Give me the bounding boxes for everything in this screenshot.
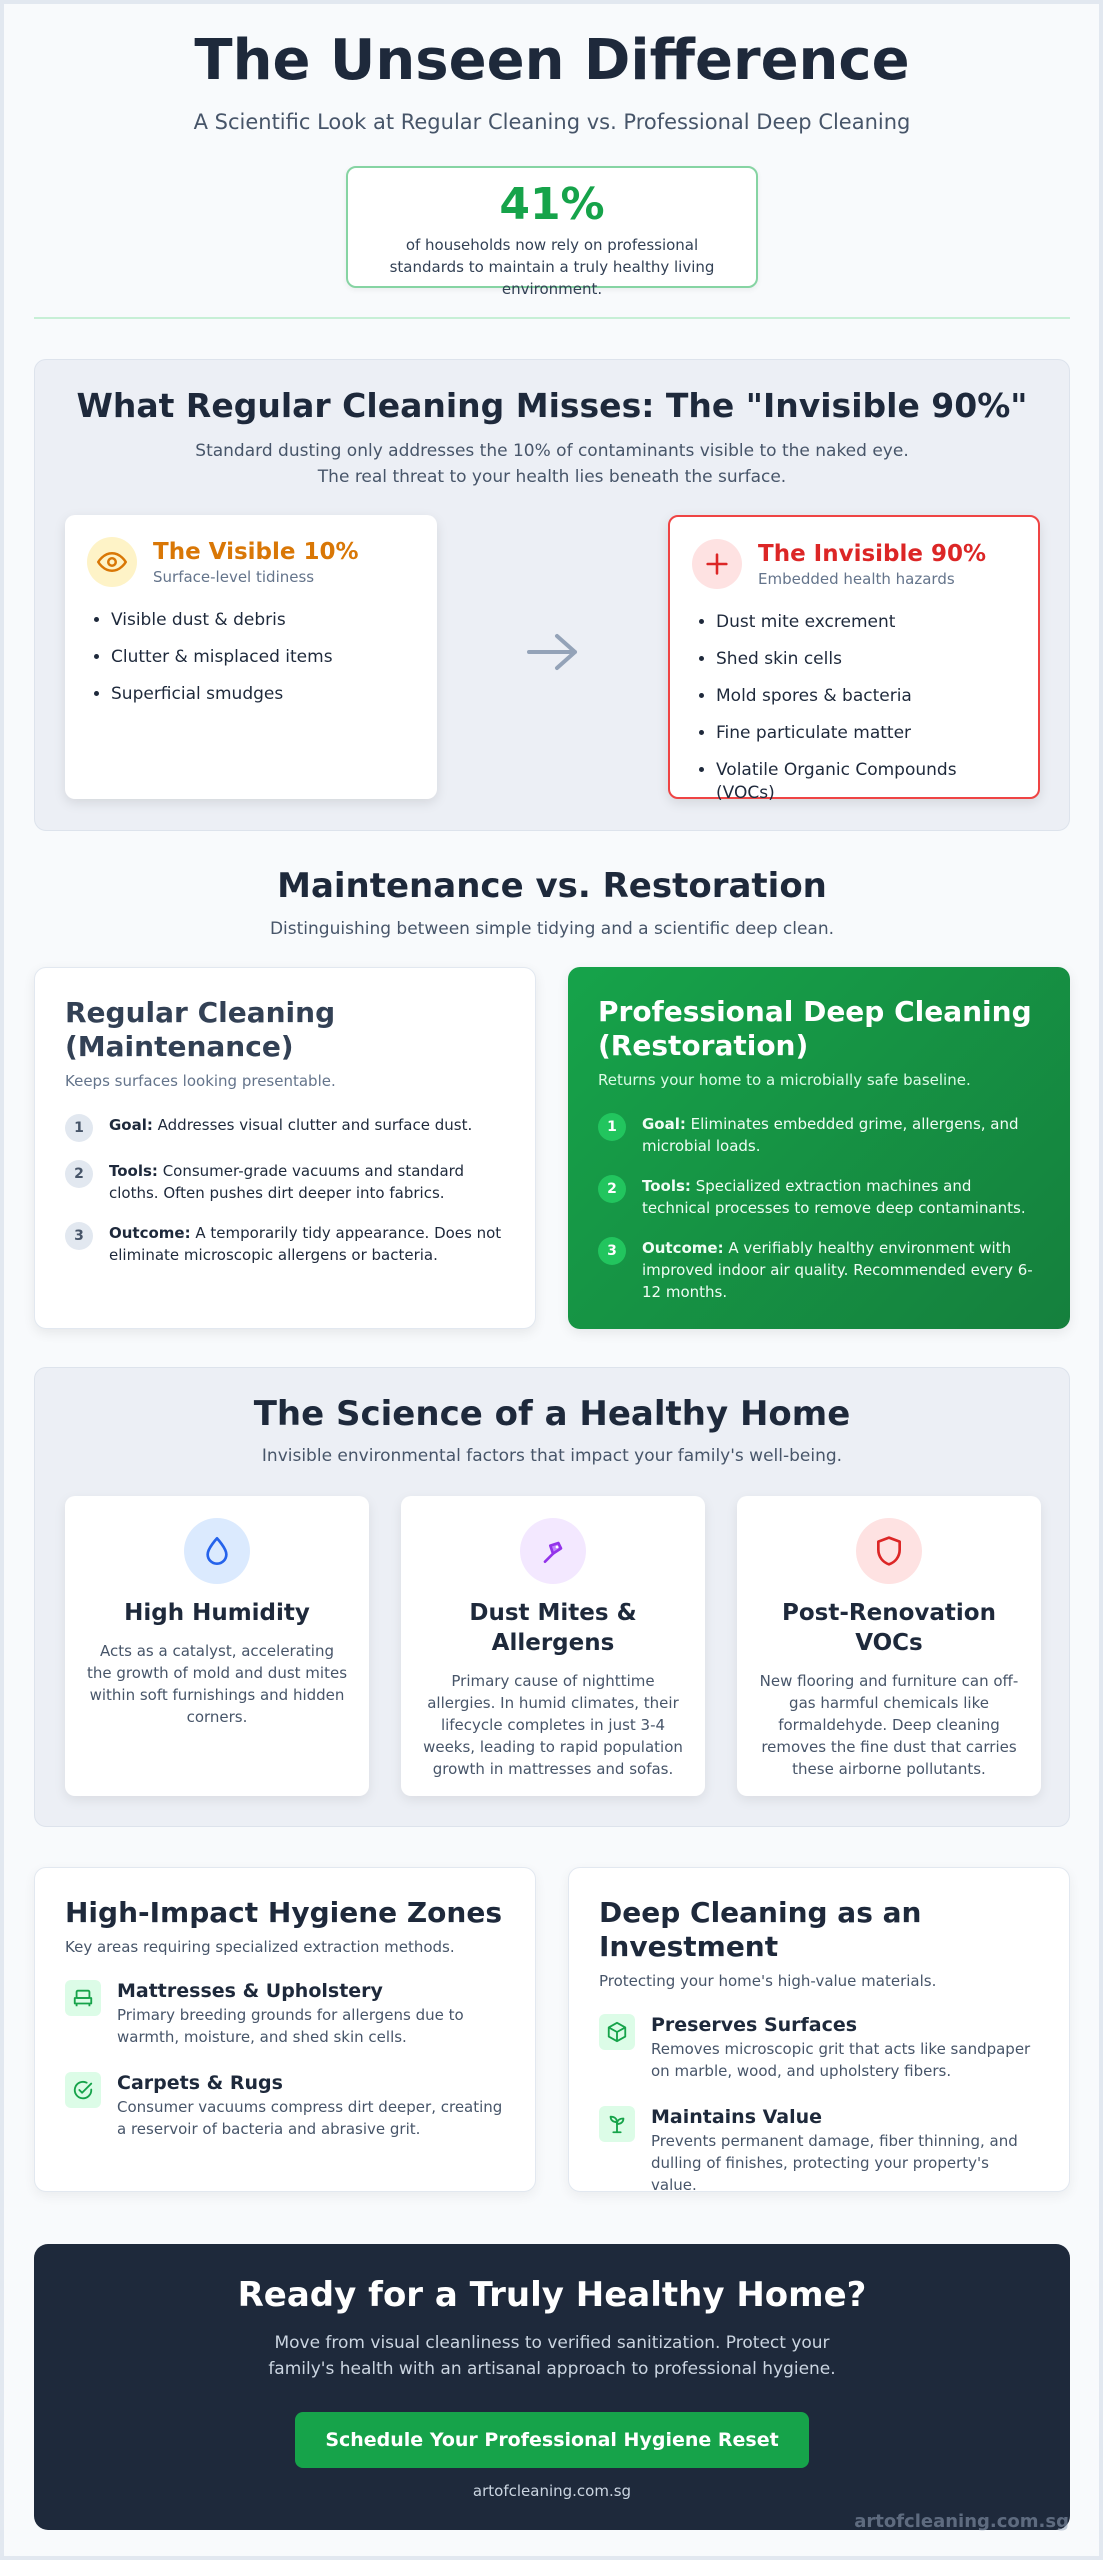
cube-icon bbox=[599, 2014, 635, 2050]
stat-box bbox=[346, 166, 758, 298]
investment-card bbox=[568, 1867, 1070, 2192]
invisible-card bbox=[668, 515, 1040, 803]
science-card-text: New flooring and furniture can off-gas harmful chemicals like formaldehyde. Deep cleaning removes the fine dust that carries these airborne pollutants. bbox=[759, 1672, 1019, 1778]
investment-item-title: Maintains Value bbox=[651, 2106, 823, 2128]
pro-title-line2: (Restoration) bbox=[598, 1029, 809, 1062]
step-label: Tools: bbox=[109, 1162, 158, 1180]
zone-item-title: Carpets & Rugs bbox=[117, 2072, 283, 2094]
science-card-dust-mites bbox=[401, 1496, 705, 1796]
invisible-title: What Regular Cleaning Misses: The "Invisible 90%" bbox=[76, 386, 1028, 425]
science-card-vocs bbox=[737, 1496, 1041, 1796]
step-number: 1 bbox=[598, 1113, 626, 1141]
step-number: 3 bbox=[598, 1237, 626, 1265]
step-item bbox=[65, 1222, 505, 1266]
invisible-card-subtitle: Embedded health hazards bbox=[758, 570, 955, 588]
bug-spray-icon bbox=[520, 1518, 586, 1584]
visible-card-title: The Visible 10% bbox=[153, 539, 359, 565]
invisible-list bbox=[692, 611, 1016, 805]
check-circle-icon bbox=[65, 2072, 101, 2108]
list-item: • Fine particulate matter bbox=[716, 722, 1016, 745]
science-card-text: Acts as a catalyst, accelerating the growth of mold and dust mites within soft furnishings and hidden corners. bbox=[87, 1642, 348, 1726]
step-item bbox=[598, 1237, 1040, 1303]
regular-title-line2: (Maintenance) bbox=[65, 1030, 294, 1063]
list-item: • Dust mite excrement bbox=[716, 611, 1016, 634]
step-text: Specialized extraction machines and technical processes to remove deep contaminants. bbox=[642, 1177, 1026, 1217]
cta-section bbox=[34, 2244, 1070, 2530]
zones-subtitle: Key areas requiring specialized extraction methods. bbox=[65, 1938, 455, 1956]
regular-card-title bbox=[65, 996, 505, 1064]
list-item bbox=[65, 1980, 505, 2048]
regular-card-subtitle: Keeps surfaces looking presentable. bbox=[65, 1072, 336, 1090]
hero-divider bbox=[34, 317, 1070, 319]
science-card-title: Dust Mites & Allergens bbox=[469, 1600, 637, 1656]
step-label: Outcome: bbox=[109, 1224, 191, 1242]
science-card-text: Primary cause of nighttime allergies. In humid climates, their lifecycle completes in just 3-4 weeks, leading to rapid population growth in mattresses and sofas. bbox=[423, 1672, 683, 1778]
arrow-right-icon bbox=[525, 630, 581, 674]
science-card-title: Post-Renovation VOCs bbox=[782, 1600, 996, 1656]
step-label: Goal: bbox=[109, 1116, 153, 1134]
invisible-section bbox=[34, 359, 1070, 831]
step-label: Goal: bbox=[642, 1115, 686, 1133]
regular-title-line1: Regular Cleaning bbox=[65, 996, 336, 1029]
cta-description: Move from visual cleanliness to verified sanitization. Protect your family's health with an artisanal approach to professional hygiene. bbox=[268, 2333, 836, 2379]
compare-title: Maintenance vs. Restoration bbox=[277, 866, 827, 906]
list-item: • Superficial smudges bbox=[111, 683, 415, 706]
professional-cleaning-card bbox=[568, 967, 1070, 1329]
stat-text: of households now rely on professional standards to maintain a truly healthy living environment. bbox=[389, 236, 715, 298]
step-item bbox=[598, 1113, 1040, 1157]
list-item: • Clutter & misplaced items bbox=[111, 646, 415, 669]
list-item bbox=[599, 2106, 1039, 2196]
zones-title: High-Impact Hygiene Zones bbox=[65, 1896, 503, 1929]
page-title: The Unseen Difference bbox=[194, 28, 910, 93]
zones-row bbox=[34, 1867, 1070, 2192]
watermark: artofcleaning.com.sg bbox=[854, 2511, 1069, 2532]
list-item bbox=[65, 2072, 505, 2140]
science-section bbox=[34, 1367, 1070, 1827]
step-label: Outcome: bbox=[642, 1239, 724, 1257]
investment-subtitle: Protecting your home's high-value materials. bbox=[599, 1972, 937, 1990]
step-number: 3 bbox=[65, 1222, 93, 1250]
list-item: • Volatile Organic Compounds (VOCs) bbox=[716, 759, 1016, 805]
plus-icon bbox=[692, 539, 742, 589]
visible-list bbox=[87, 609, 415, 706]
invisible-desc-line1: Standard dusting only addresses the 10% of contaminants visible to the naked eye. bbox=[195, 441, 909, 461]
pro-title-line1: Professional Deep Cleaning bbox=[598, 995, 1032, 1028]
step-text: A verifiably healthy environment with improved indoor air quality. Recommended every 6-12 months. bbox=[642, 1239, 1033, 1301]
step-text: A temporarily tidy appearance. Does not eliminate microscopic allergens or bacteria. bbox=[109, 1224, 502, 1264]
step-label: Tools: bbox=[642, 1177, 691, 1195]
investment-item-text: Removes microscopic grit that acts like sandpaper on marble, wood, and upholstery fibers. bbox=[651, 2040, 1031, 2080]
visible-card-subtitle: Surface-level tidiness bbox=[153, 568, 315, 586]
page-content bbox=[34, 0, 1070, 2530]
pro-card-title bbox=[598, 995, 1040, 1063]
step-item bbox=[65, 1160, 505, 1204]
regular-cleaning-card bbox=[34, 967, 536, 1329]
step-text: Consumer-grade vacuums and standard cloths. Often pushes dirt deeper into fabrics. bbox=[109, 1162, 465, 1202]
list-item: • Visible dust & debris bbox=[111, 609, 415, 632]
list-item: • Mold spores & bacteria bbox=[716, 685, 1016, 708]
visible-card bbox=[65, 515, 437, 799]
investment-title bbox=[599, 1896, 1039, 1964]
science-card-title: High Humidity bbox=[124, 1600, 310, 1626]
hygiene-zones-card bbox=[34, 1867, 536, 2192]
shield-icon bbox=[856, 1518, 922, 1584]
compare-description: Distinguishing between simple tidying and a scientific deep clean. bbox=[269, 919, 835, 939]
compare-cards bbox=[34, 967, 1070, 1329]
water-drop-icon bbox=[184, 1518, 250, 1584]
cta-title: Ready for a Truly Healthy Home? bbox=[237, 2275, 867, 2315]
zone-item-text: Consumer vacuums compress dirt deeper, creating a reservoir of bacteria and abrasive grit. bbox=[117, 2098, 503, 2138]
zone-item-title: Mattresses & Upholstery bbox=[117, 1980, 383, 2002]
site-link[interactable]: artofcleaning.com.sg bbox=[472, 2482, 632, 2500]
investment-item-text: Prevents permanent damage, fiber thinning, and dulling of finishes, protecting your property's value. bbox=[651, 2132, 1018, 2194]
schedule-button[interactable]: Schedule Your Professional Hygiene Reset bbox=[295, 2412, 809, 2468]
invisible-description bbox=[35, 438, 1069, 490]
zone-item-text: Primary breeding grounds for allergens due to warmth, moisture, and shed skin cells. bbox=[117, 2006, 464, 2046]
list-item bbox=[599, 2014, 1039, 2082]
step-item bbox=[598, 1175, 1040, 1219]
investment-title-line2: Investment bbox=[599, 1930, 779, 1963]
step-text: Eliminates embedded grime, allergens, and microbial loads. bbox=[642, 1115, 1019, 1155]
step-number: 2 bbox=[598, 1175, 626, 1203]
step-number: 2 bbox=[65, 1160, 93, 1188]
investment-title-line1: Deep Cleaning as an bbox=[599, 1896, 922, 1929]
science-card-humidity bbox=[65, 1496, 369, 1796]
list-item: • Shed skin cells bbox=[716, 648, 1016, 671]
stat-value: 41% bbox=[499, 179, 605, 230]
compare-header bbox=[34, 865, 1070, 939]
invisible-desc-line2: The real threat to your health lies beneath the surface. bbox=[317, 467, 787, 487]
step-text: Addresses visual clutter and surface dust. bbox=[152, 1116, 473, 1134]
eye-icon bbox=[87, 537, 137, 587]
science-description: Invisible environmental factors that impact your family's well-being. bbox=[261, 1446, 843, 1466]
bed-icon bbox=[65, 1980, 101, 2016]
step-item bbox=[65, 1114, 505, 1142]
hero-section bbox=[34, 0, 1070, 319]
pro-card-subtitle: Returns your home to a microbially safe baseline. bbox=[598, 1071, 971, 1089]
science-title: The Science of a Healthy Home bbox=[253, 1394, 851, 1434]
page-subtitle: A Scientific Look at Regular Cleaning vs. Professional Deep Cleaning bbox=[193, 110, 911, 134]
investment-item-title: Preserves Surfaces bbox=[651, 2014, 858, 2036]
sprout-icon bbox=[599, 2106, 635, 2142]
invisible-card-title: The Invisible 90% bbox=[758, 541, 987, 567]
step-number: 1 bbox=[65, 1114, 93, 1142]
